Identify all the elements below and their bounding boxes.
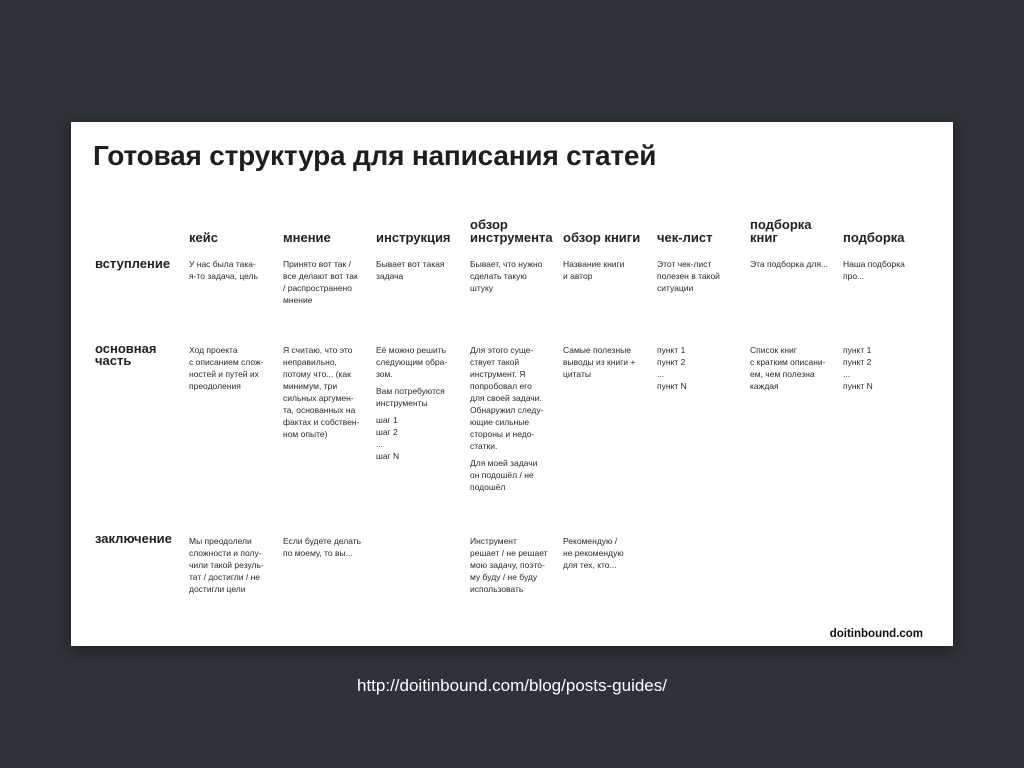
cell-text: Для этого суще- ствует такой инструмент. Я попробовал его для своей задачи. Обнаружил следу- ющие сильные стороны и недо- статки. — [470, 345, 544, 451]
row-header: вступление — [95, 256, 171, 271]
row-header: основная часть — [95, 341, 157, 368]
column-header: мнение — [283, 230, 331, 245]
table-cell — [283, 258, 369, 306]
cell-text: Я считаю, что это неправильно, потому что... (как минимум, три сильных аргумен- та, основанных на фактах и собствен- ном опыте) — [283, 345, 360, 439]
cell-text: Инструмент решает / не решает мою задачу, поэто- му буду / не буду использовать — [470, 536, 548, 594]
column-header: кейс — [189, 230, 218, 245]
cell-text: пункт 1 пункт 2 ... пункт N — [843, 345, 873, 391]
table-cell — [750, 258, 836, 270]
table-cell — [563, 535, 649, 571]
table-cell — [843, 258, 929, 282]
cell-text: Принято вот так / все делают вот так / распространено мнение — [283, 259, 358, 305]
cell-text: пункт 1 пункт 2 ... пункт N — [657, 345, 687, 391]
cell-text: Эта подборка для... — [750, 259, 829, 269]
table-cell — [376, 258, 462, 282]
column-header: чек-лист — [657, 230, 713, 245]
table-cell — [470, 344, 556, 493]
brand-label: doitinbound.com — [829, 628, 923, 640]
table-cell — [843, 344, 929, 392]
cell-text: Бывает вот такая задача — [376, 259, 445, 281]
cell-text: Рекомендую / не рекомендую для тех, кто... — [563, 536, 624, 570]
cell-text: Мы преодолели сложности и полу- чили такой резуль- тат / достигли / не достигли цели — [189, 536, 264, 594]
cell-text: Ход проекта с описанием слож- ностей и путей их преодоления — [189, 345, 264, 391]
cell-text: Вам потребуются инструменты — [376, 386, 445, 408]
cell-text: Список книг с кратким описани- ем, чем полезна каждая — [750, 345, 826, 391]
slide-card — [71, 122, 953, 646]
table-cell — [376, 344, 462, 462]
source-url[interactable]: http://doitinbound.com/blog/posts-guides/ — [357, 676, 667, 695]
slide-title: Готовая структура для написания статей — [93, 140, 657, 171]
cell-text: У нас была така- я-то задача, цель — [189, 259, 258, 281]
column-header: подборка — [843, 230, 905, 245]
cell-text: Бывает, что нужно сделать такую штуку — [470, 259, 543, 293]
table-cell — [283, 535, 369, 559]
table-cell — [563, 344, 649, 380]
column-header: подборка книг — [750, 217, 812, 245]
cell-text: шаг 1 шаг 2 ... шаг N — [376, 415, 400, 461]
table-cell — [470, 258, 556, 294]
cell-text: Если будете делать по моему, то вы... — [283, 536, 362, 558]
table-cell — [563, 258, 649, 282]
cell-text: Этот чек-лист полезен в такой ситуации — [657, 259, 720, 293]
cell-text: Её можно решить следующим обра- зом. — [376, 345, 448, 379]
table-cell — [189, 344, 275, 392]
column-header: обзор инструмента — [470, 217, 553, 245]
table-cell — [657, 258, 743, 294]
column-header: инструкция — [376, 230, 451, 245]
table-cell — [657, 344, 743, 392]
table-cell — [470, 535, 556, 595]
table-cell — [189, 535, 275, 595]
cell-text: Наша подборка про... — [843, 259, 905, 281]
cell-text: Название книги и автор — [563, 259, 625, 281]
table-cell — [283, 344, 369, 440]
column-header: обзор книги — [563, 230, 641, 245]
table-cell — [750, 344, 836, 392]
cell-text: Самые полезные выводы из книги + цитаты — [563, 345, 636, 379]
cell-text: Для моей задачи он подошёл / не подошёл — [470, 458, 538, 492]
row-header: заключение — [95, 531, 172, 546]
table-cell — [189, 258, 275, 282]
